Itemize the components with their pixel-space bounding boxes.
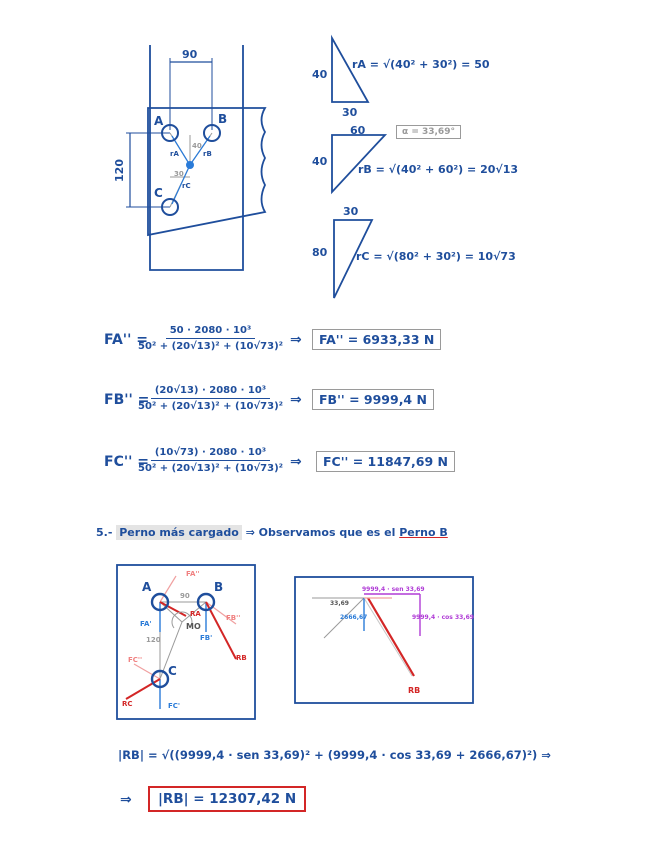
section5-mid: ⇒ Observamos que es el [245, 526, 396, 539]
ld-mo: MO [186, 622, 201, 631]
ld-fc2: FC'' [128, 656, 143, 664]
section5-highlight: Perno más cargado [116, 525, 242, 540]
dim-mid: 40 [192, 142, 202, 150]
t1-equation: rA = √(40² + 30²) = 50 [352, 58, 490, 71]
final-implies: ⇒ [120, 792, 132, 808]
t2-angle-box: α = 33,69° [396, 125, 461, 139]
ld-fb2: FB'' [226, 614, 241, 622]
bolt-b-label: B [218, 112, 228, 126]
fa-numerator: 50 · 2080 · 10³ [166, 325, 256, 339]
bolt-a-label: A [154, 114, 164, 128]
fa-implies: ⇒ [290, 332, 302, 348]
bolt-c-label: C [154, 186, 163, 200]
rd-top: 9999,4 · sen 33,69 [362, 586, 425, 593]
ld-d120: 120 [146, 636, 161, 644]
fc-result: FC'' = 11847,69 N [316, 451, 455, 472]
fc-fraction [138, 447, 283, 474]
ld-d90: 90 [180, 592, 190, 600]
dim-top: 90 [182, 48, 198, 61]
fb-denominator: 50² + (20√13)² + (10√73)² [138, 401, 284, 412]
rd-left-val: 2666,67 [340, 614, 368, 621]
t2-side-h: 60 [350, 124, 366, 137]
ld-b: B [214, 580, 224, 594]
ld-a: A [142, 580, 152, 594]
rb-label: rB [203, 150, 212, 158]
fb-fraction [138, 385, 283, 412]
fb-result: FB'' = 9999,4 N [312, 389, 434, 410]
fa-fraction [138, 325, 283, 352]
ld-c: C [168, 664, 177, 678]
fc-numerator: (10√73) · 2080 · 10³ [151, 447, 270, 461]
rc-label: rC [182, 182, 191, 190]
ld-fa2: FA'' [186, 570, 200, 578]
ld-fa1: FA' [140, 620, 152, 628]
ld-rb: RB [236, 654, 247, 662]
rd-rb: RB [408, 686, 421, 695]
t2-equation: rB = √(40² + 60²) = 20√13 [358, 163, 519, 176]
final-equation-1: |RB| = √((9999,4 · sen 33,69)² + (9999,4 · cos 33,69 + 2666,67)²) ⇒ [118, 748, 551, 762]
t2-side-v: 40 [312, 155, 328, 168]
dim-mid2: 30 [174, 170, 184, 178]
plate-diagram [100, 40, 280, 280]
t3-equation: rC = √(80² + 30²) = 10√73 [356, 250, 516, 263]
dim-left: 120 [112, 159, 126, 182]
ra-label: rA [170, 150, 179, 158]
fc-label: FC'' = [104, 454, 150, 470]
ld-ra: RA [190, 610, 201, 618]
fb-numerator: (20√13) · 2080 · 10³ [151, 385, 270, 399]
ld-rc: RC [122, 700, 133, 708]
fb-label: FB'' = [104, 392, 150, 408]
t3-side-h: 30 [343, 205, 359, 218]
section5-heading [96, 526, 448, 539]
rd-angle: 33,69 [330, 600, 349, 607]
rd-right: 9999,4 · cos 33,69 [412, 614, 474, 621]
t1-side-h: 30 [342, 106, 358, 119]
fb-implies: ⇒ [290, 392, 302, 408]
force-diagram-left [116, 564, 256, 720]
t1-side-v: 40 [312, 68, 328, 81]
fa-label: FA'' = [104, 332, 148, 348]
fc-implies: ⇒ [290, 454, 302, 470]
section5-link: Perno B [399, 526, 448, 539]
fa-result: FA'' = 6933,33 N [312, 329, 441, 350]
fc-denominator: 50² + (20√13)² + (10√73)² [138, 463, 284, 474]
ld-fc1: FC' [168, 702, 181, 710]
final-result: |RB| = 12307,42 N [148, 786, 306, 812]
ld-fb1: FB' [200, 634, 213, 642]
t3-side-v: 80 [312, 246, 328, 259]
section5-prefix: 5.- [96, 526, 113, 539]
force-diagram-right [294, 576, 474, 704]
fa-denominator: 50² + (20√13)² + (10√73)² [138, 341, 284, 352]
